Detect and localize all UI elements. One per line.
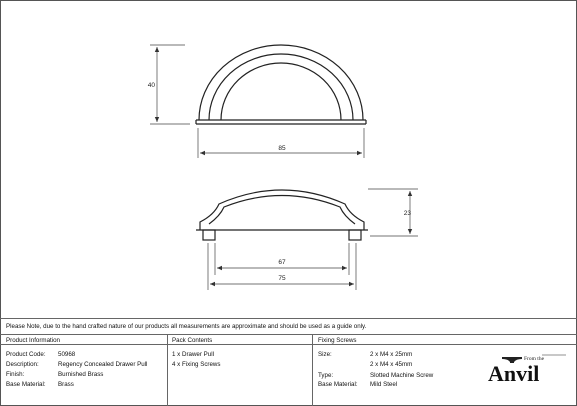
divider-note — [0, 334, 577, 335]
logo-tagline: From the — [524, 356, 545, 362]
screw-size-label: Size: — [318, 351, 332, 358]
disclaimer-note: Please Note, due to the hand crafted nature of our products all measurements are approximate and should be used as a guide only. — [6, 323, 367, 330]
pack-contents-heading: Pack Contents — [172, 337, 213, 344]
divider-top — [0, 318, 577, 319]
description-value: Regency Concealed Drawer Pull — [58, 361, 148, 368]
screw-type-value: Slotted Machine Screw — [370, 372, 434, 379]
product-info-heading: Product Information — [6, 337, 60, 344]
dimension-label-85: 85 — [278, 145, 286, 152]
fixing-screws-heading: Fixing Screws — [318, 337, 357, 344]
product-code-label: Product Code: — [6, 351, 46, 358]
side-view-pull — [196, 190, 368, 240]
screw-type-label: Type: — [318, 372, 334, 379]
dimension-label-67: 67 — [278, 259, 286, 266]
screw-size-value-1: 2 x M4 x 25mm — [370, 351, 413, 358]
logo-wordmark: Anvil — [488, 361, 540, 386]
screw-base-value: Mild Steel — [370, 381, 398, 388]
pack-item-pull: 1 x Drawer Pull — [172, 351, 214, 358]
dimension-width-top — [198, 128, 364, 158]
dimension-outer-width — [208, 243, 356, 290]
finish-label: Finish: — [6, 371, 25, 378]
product-code-value: 50968 — [58, 351, 76, 358]
base-material-value: Brass — [58, 381, 74, 388]
pack-item-screws: 4 x Fixing Screws — [172, 361, 221, 368]
base-material-label: Base Material: — [6, 381, 46, 388]
dimension-height-top — [147, 45, 190, 124]
screw-size-value-2: 2 x M4 x 45mm — [370, 361, 413, 368]
dimension-label-23: 23 — [403, 210, 411, 217]
divider-col-1 — [167, 334, 168, 406]
screw-base-label: Base Material: — [318, 381, 358, 388]
anvil-logo — [484, 350, 572, 390]
finish-value: Burnished Brass — [58, 371, 104, 378]
dimension-label-40: 40 — [147, 82, 155, 89]
dimension-label-75: 75 — [278, 275, 286, 282]
front-view-pull — [196, 45, 366, 124]
description-label: Description: — [6, 361, 39, 368]
divider-header — [0, 344, 577, 345]
divider-col-2 — [312, 334, 313, 406]
